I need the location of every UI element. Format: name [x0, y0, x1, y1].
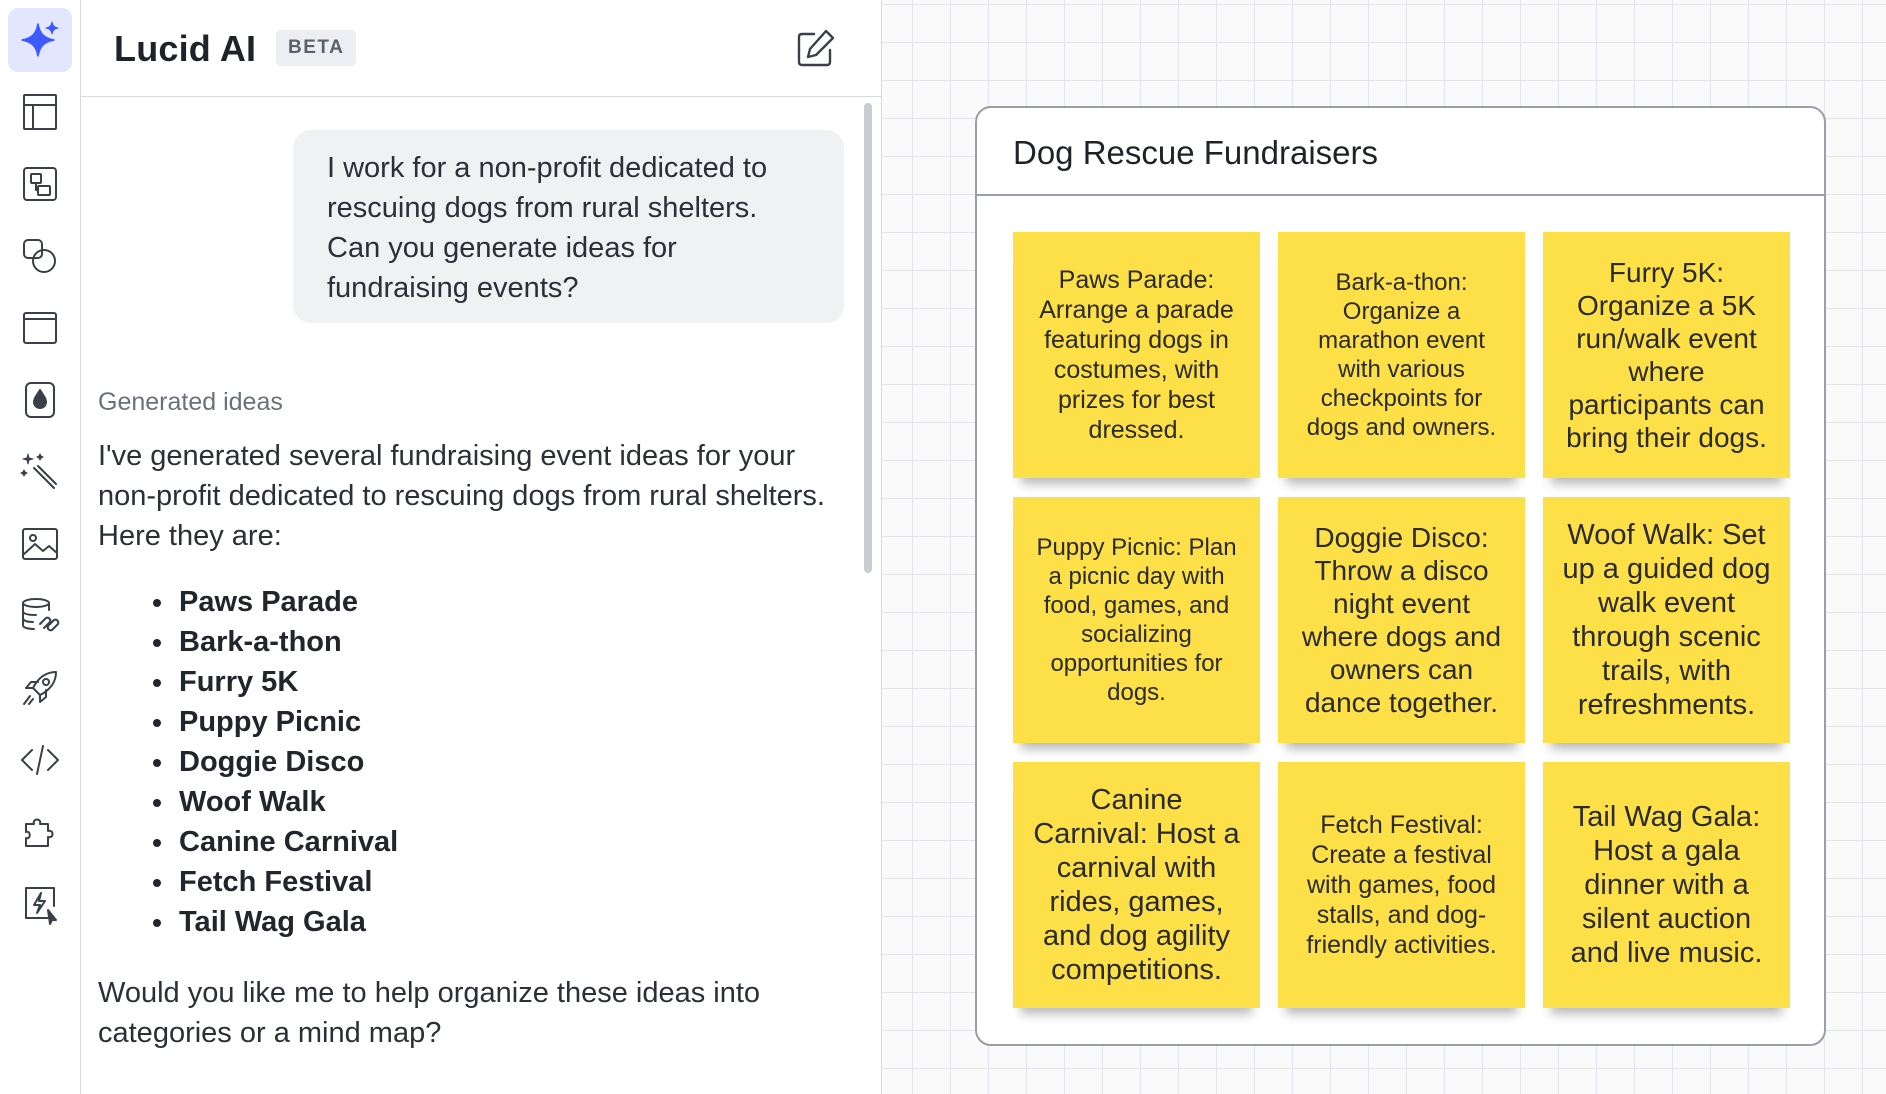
idea-list	[179, 582, 398, 942]
chat-scrollbar[interactable]	[864, 103, 872, 573]
sticky-note[interactable]: Doggie Disco: Throw a disco night event where dogs and owners can dance together.	[1278, 497, 1525, 743]
database-link-icon	[18, 594, 62, 638]
idea-item: Puppy Picnic	[179, 702, 398, 742]
ai-followup-question: Would you like me to help organize these ideas into categories or a mind map?	[98, 977, 761, 1049]
lucid-ai-sparkle-button[interactable]	[8, 8, 72, 72]
sticky-note[interactable]: Puppy Picnic: Plan a picnic day with food, games, and socializing opportunities for dogs.	[1013, 497, 1260, 743]
image-icon	[18, 522, 62, 566]
sticky-note[interactable]: Tail Wag Gala: Host a gala dinner with a silent auction and live music.	[1543, 762, 1790, 1008]
image-button[interactable]	[8, 512, 72, 576]
shapes-button[interactable]	[8, 224, 72, 288]
diagram-canvas[interactable]	[882, 0, 1886, 1094]
puzzle-icon	[18, 810, 62, 854]
data-link-button[interactable]	[8, 584, 72, 648]
panel-header	[81, 0, 881, 97]
idea-item: Furry 5K	[179, 662, 398, 702]
lightning-cursor-icon	[18, 882, 62, 926]
idea-item: Tail Wag Gala	[179, 902, 398, 942]
integrations-button[interactable]	[8, 800, 72, 864]
user-message-bubble: I work for a non-profit dedicated to rescuing dogs from rural shelters. Can you generate ideas for fundraising events?	[293, 130, 844, 323]
panel-title: Lucid AI	[114, 28, 257, 69]
container-frame[interactable]	[975, 106, 1826, 1046]
shapes-icon	[18, 234, 62, 278]
launch-button[interactable]	[8, 656, 72, 720]
beta-badge: BETA	[276, 30, 356, 66]
quick-action-button[interactable]	[8, 872, 72, 936]
code-button[interactable]	[8, 728, 72, 792]
diagram-button[interactable]	[8, 152, 72, 216]
code-icon	[18, 738, 62, 782]
new-chat-button[interactable]	[794, 26, 838, 70]
magic-wand-button[interactable]	[8, 440, 72, 504]
idea-item: Bark-a-thon	[179, 622, 398, 662]
generated-ideas-label: Generated ideas	[98, 388, 283, 416]
sticky-note[interactable]: Fetch Festival: Create a festival with games, food stalls, and dog-friendly activities.	[1278, 762, 1525, 1008]
sticky-note[interactable]: Canine Carnival: Host a carnival with rides, games, and dog agility competitions.	[1013, 762, 1260, 1008]
layout-button[interactable]	[8, 80, 72, 144]
water-drop-icon	[18, 378, 62, 422]
sticky-note[interactable]: Paws Parade: Arrange a parade featuring dogs in costumes, with prizes for best dressed.	[1013, 232, 1260, 478]
fill-button[interactable]	[8, 368, 72, 432]
ai-chat-panel	[81, 0, 882, 1094]
diagram-icon	[18, 162, 62, 206]
sticky-note[interactable]: Woof Walk: Set up a guided dog walk event through scenic trails, with refreshments.	[1543, 497, 1790, 743]
ai-response-intro: I've generated several fundraising event ideas for your non-profit dedicated to rescuing dogs from rural shelters. Here they are:	[98, 440, 825, 552]
frame-title[interactable]: Dog Rescue Fundraisers	[1013, 134, 1378, 171]
idea-item: Woof Walk	[179, 782, 398, 822]
layout-icon	[18, 90, 62, 134]
idea-item: Paws Parade	[179, 582, 398, 622]
frame-header	[977, 108, 1824, 196]
sparkle-icon	[18, 18, 62, 62]
sticky-note[interactable]: Bark-a-thon: Organize a marathon event with various checkpoints for dogs and owners.	[1278, 232, 1525, 478]
idea-item: Fetch Festival	[179, 862, 398, 902]
magic-wand-icon	[18, 450, 62, 494]
window-button[interactable]	[8, 296, 72, 360]
idea-item: Canine Carnival	[179, 822, 398, 862]
idea-item: Doggie Disco	[179, 742, 398, 782]
rocket-icon	[18, 666, 62, 710]
tool-rail	[0, 0, 81, 1094]
sticky-note[interactable]: Furry 5K: Organize a 5K run/walk event where participants can bring their dogs.	[1543, 232, 1790, 478]
window-icon	[18, 306, 62, 350]
compose-icon	[794, 26, 838, 70]
